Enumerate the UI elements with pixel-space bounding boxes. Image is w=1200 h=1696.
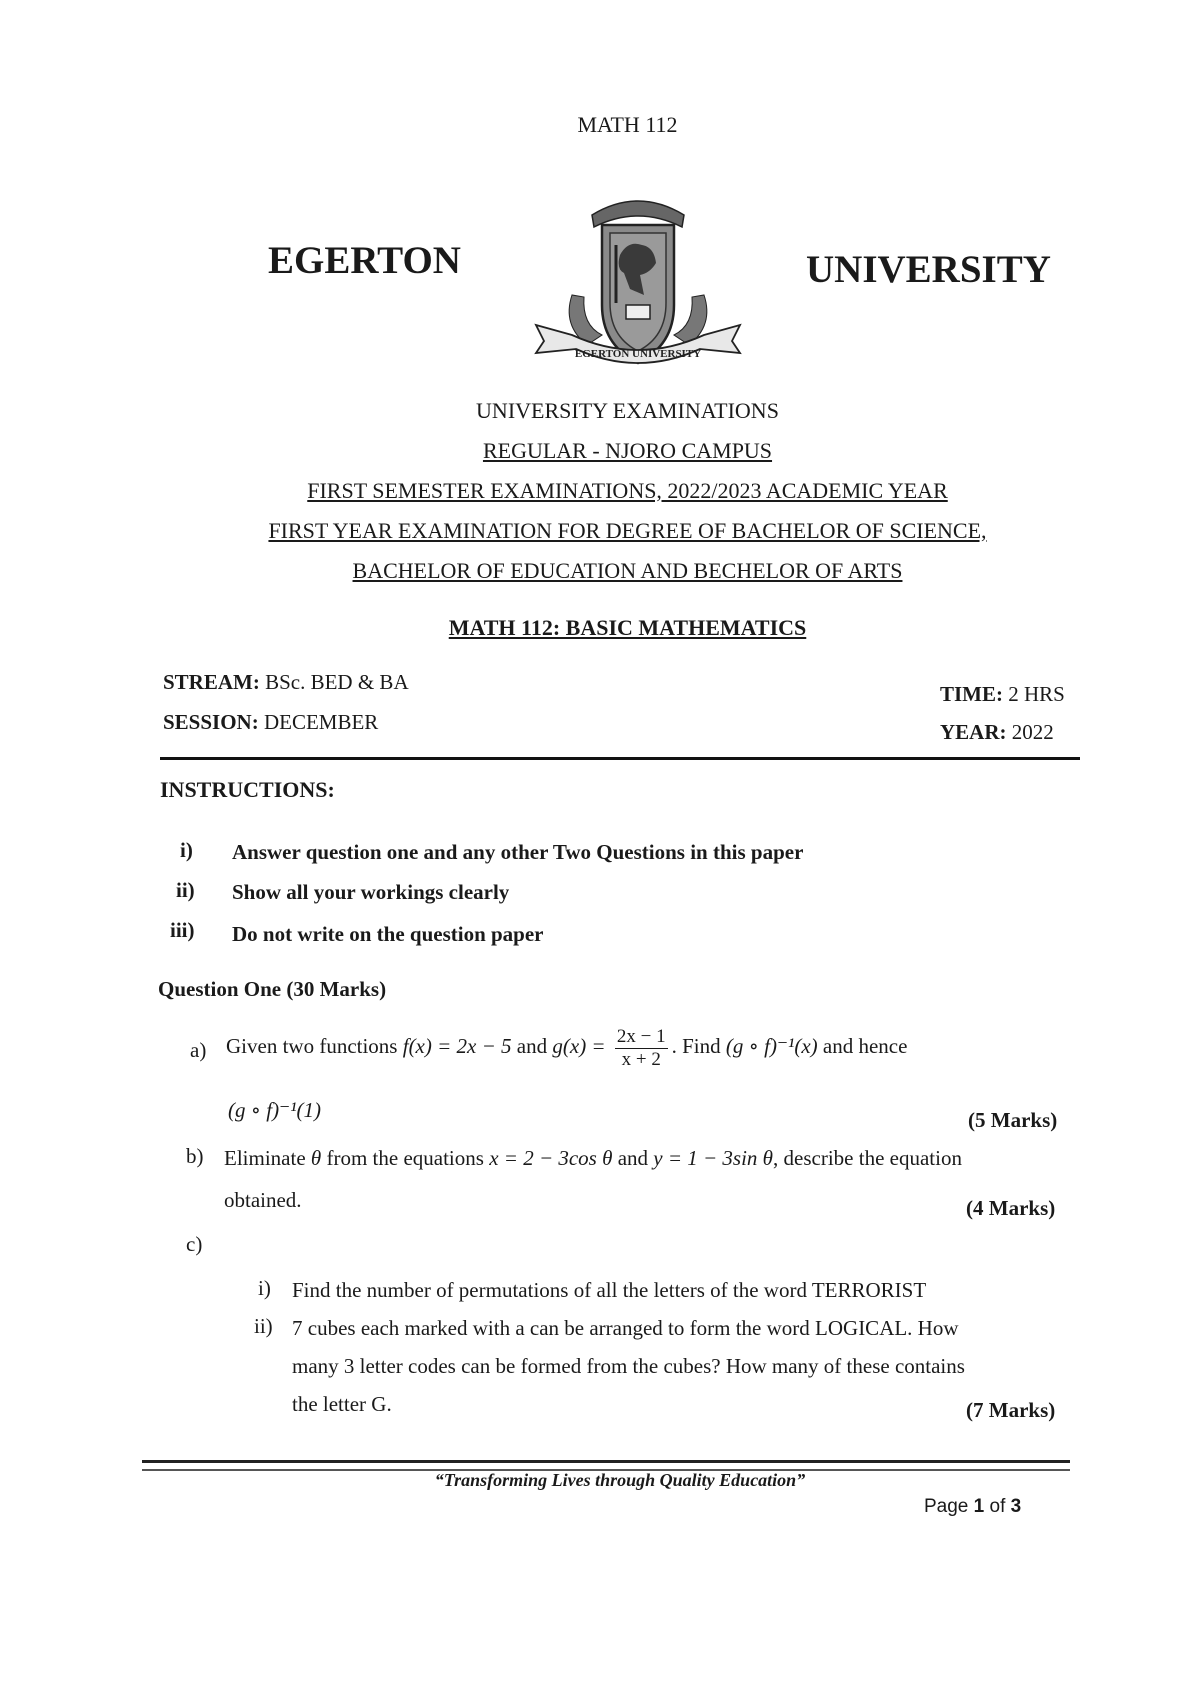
part-a-marks: (5 Marks) xyxy=(968,1108,1058,1132)
part-a-intro: Given two functions xyxy=(226,1034,403,1059)
hence-text: and hence xyxy=(817,1034,908,1059)
part-b-pre: Eliminate xyxy=(224,1146,311,1170)
page-number xyxy=(924,1496,1021,1518)
fraction-numerator: 2x − 1 xyxy=(616,1026,666,1047)
university-name-right: UNIVERSITY xyxy=(806,248,1051,291)
part-c-item-number: i) xyxy=(258,1276,271,1300)
heading-examinations: UNIVERSITY EXAMINATIONS xyxy=(476,398,779,423)
inverse-composite-expression: (g ∘ f)⁻¹(x) xyxy=(725,1034,818,1059)
instruction-number: ii) xyxy=(176,878,195,902)
part-c-item-text: Find the number of permutations of all the letters of the word TERRORIST xyxy=(292,1278,927,1302)
question-one-title: Question One (30 Marks) xyxy=(158,977,387,1001)
part-c-item-text: the letter G. xyxy=(292,1392,392,1416)
stream-field xyxy=(163,670,409,695)
part-b-text xyxy=(224,1146,962,1171)
part-c-item-number: ii) xyxy=(254,1314,273,1338)
and-text: and xyxy=(511,1034,553,1059)
and-text: and xyxy=(612,1146,654,1170)
page-total: 3 xyxy=(1010,1496,1022,1517)
equation-x: x = 2 − 3cos θ xyxy=(489,1146,613,1170)
instruction-text: Do not write on the question paper xyxy=(232,922,544,946)
instructions-title: INSTRUCTIONS: xyxy=(160,777,335,802)
heading-campus: REGULAR - NJORO CAMPUS xyxy=(482,438,773,463)
heading-semester: FIRST SEMESTER EXAMINATIONS, 2022/2023 ACADEMIC YEAR xyxy=(307,478,948,503)
part-b-line2: obtained. xyxy=(224,1188,302,1212)
university-crest-logo xyxy=(532,185,744,383)
session-value: DECEMBER xyxy=(258,710,379,734)
instruction-text: Show all your workings clearly xyxy=(232,880,510,904)
time-field xyxy=(940,682,1065,707)
page-of: of xyxy=(984,1496,1011,1517)
theta-symbol: θ xyxy=(310,1146,322,1170)
session-field xyxy=(163,710,378,735)
page-current: 1 xyxy=(973,1496,985,1517)
part-b-label: b) xyxy=(186,1144,204,1168)
stream-label: STREAM: xyxy=(163,670,260,694)
footer-motto: “Transforming Lives through Quality Education” xyxy=(434,1470,806,1490)
f-function-expression: f(x) = 2x − 5 xyxy=(402,1034,512,1059)
part-c-marks: (7 Marks) xyxy=(966,1398,1056,1422)
part-a-text xyxy=(226,1026,907,1071)
heading-course-title: MATH 112: BASIC MATHEMATICS xyxy=(448,615,807,640)
header-divider xyxy=(160,757,1080,760)
fraction-denominator: x + 2 xyxy=(621,1048,661,1070)
part-c-item-text: 7 cubes each marked with a can be arranged to form the word LOGICAL. How xyxy=(292,1316,959,1340)
g-function-lhs: g(x) = xyxy=(552,1034,611,1059)
session-label: SESSION: xyxy=(163,710,259,734)
heading-degree-line2: BACHELOR OF EDUCATION AND BECHELOR OF ARTS xyxy=(352,558,903,583)
year-field xyxy=(940,720,1054,745)
time-label: TIME: xyxy=(940,682,1003,706)
crest-motto-text: EGERTON UNIVERSITY xyxy=(574,348,702,360)
equation-y: y = 1 − 3sin θ xyxy=(653,1146,774,1170)
time-value: 2 HRS xyxy=(1003,682,1065,706)
part-c-item-text: many 3 letter codes can be formed from the cubes? How many of these contains xyxy=(292,1354,965,1378)
year-label: YEAR: xyxy=(940,720,1007,744)
part-b-marks: (4 Marks) xyxy=(966,1196,1056,1220)
part-c-label: c) xyxy=(186,1232,203,1256)
part-b-mid: from the equations xyxy=(321,1146,490,1170)
stream-value: BSc. BED & BA xyxy=(259,670,409,694)
heading-degree-line1: FIRST YEAR EXAMINATION FOR DEGREE OF BACHELOR OF SCIENCE, xyxy=(268,518,987,543)
year-value: 2022 xyxy=(1006,720,1054,744)
instruction-text: Answer question one and any other Two Questions in this paper xyxy=(232,840,804,864)
find-text: . Find xyxy=(671,1034,726,1059)
instruction-number: i) xyxy=(180,838,193,862)
instruction-number: iii) xyxy=(170,918,195,942)
inverse-at-one-expression: (g ∘ f)⁻¹(1) xyxy=(228,1098,321,1122)
part-b-post: , describe the equation xyxy=(773,1146,962,1170)
g-function-fraction xyxy=(615,1026,668,1071)
page-prefix: Page xyxy=(924,1496,974,1517)
part-a-label: a) xyxy=(190,1038,207,1062)
university-name-left: EGERTON xyxy=(268,239,461,282)
course-code-header: MATH 112 xyxy=(577,112,678,137)
part-a-line2 xyxy=(228,1098,321,1123)
